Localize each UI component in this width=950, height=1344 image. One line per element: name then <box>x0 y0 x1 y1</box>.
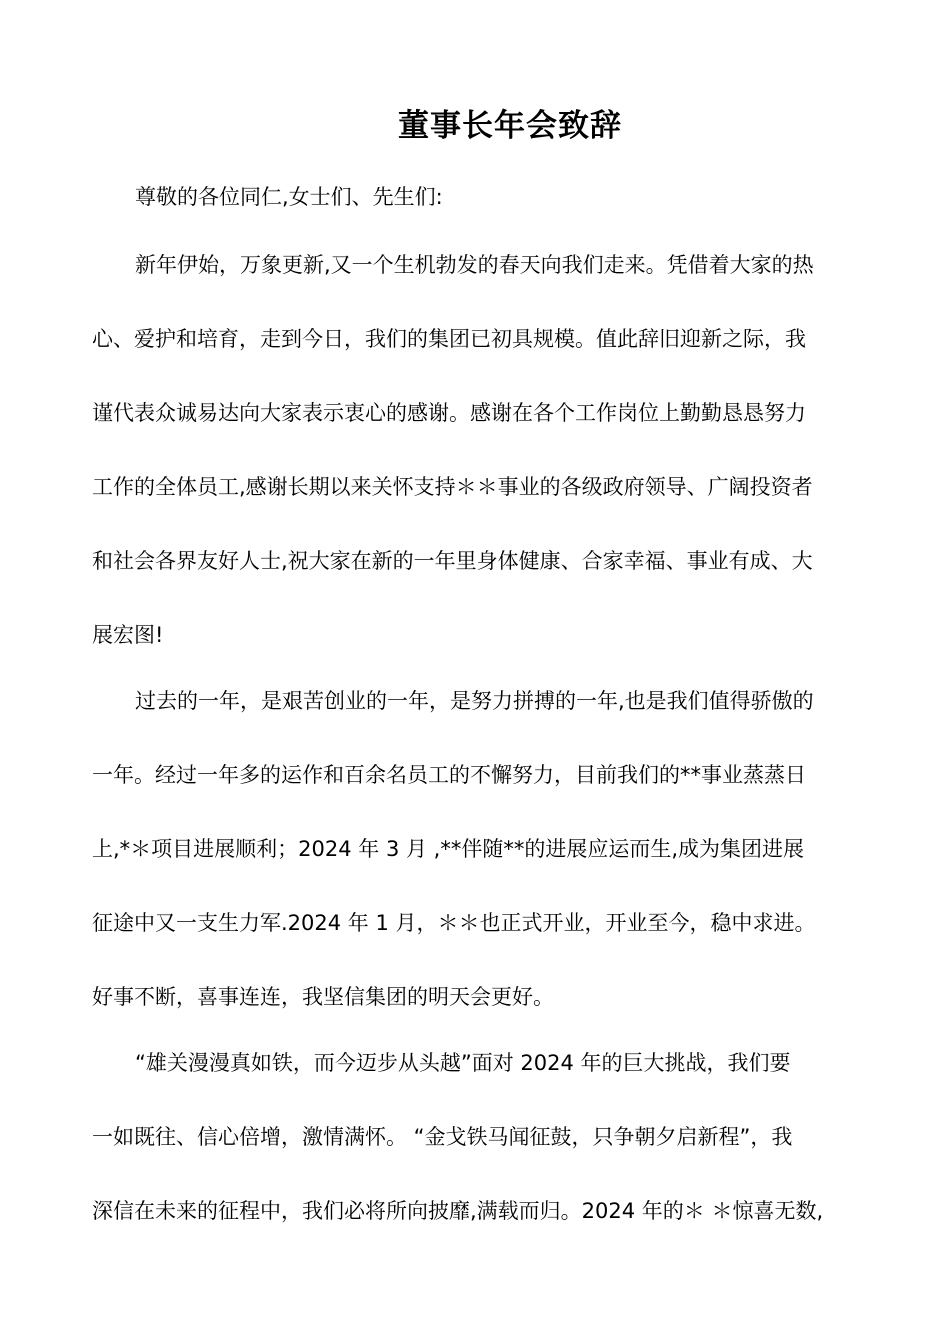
paragraph-2-line-4: 征途中又一支生力军.2024 年 1 月，＊＊也正式开业，开业至今，稳中求进。 <box>92 911 816 935</box>
paragraph-2-line-3: 上,*＊项目进展顺利；2024 年 3 月 ,**伴随**的进展应运而生,成为集团进展 <box>92 837 805 861</box>
paragraph-1-line-6: 展宏图! <box>92 623 164 647</box>
paragraph-3-line-1: “雄关漫漫真如铁，而今迈步从头越”面对 2024 年的巨大挑战，我们要 <box>135 1051 791 1075</box>
paragraph-3-line-3: 深信在未来的征程中，我们必将所向披靡,满载而归。2024 年的＊ ＊惊喜无数, <box>92 1199 824 1223</box>
paragraph-1-line-1: 新年伊始，万象更新,又一个生机勃发的春天向我们走来。凭借着大家的热 <box>135 253 814 277</box>
paragraph-1-line-5: 和社会各界友好人士,祝大家在新的一年里身体健康、合家幸福、事业有成、大 <box>92 549 813 573</box>
paragraph-1-line-2: 心、爱护和培育，走到今日，我们的集团已初具规模。值此辞旧迎新之际，我 <box>92 327 806 351</box>
paragraph-2-line-1: 过去的一年，是艰苦创业的一年，是努力拼搏的一年,也是我们值得骄傲的 <box>135 689 814 713</box>
paragraph-1-line-4: 工作的全体员工,感谢长期以来关怀支持＊＊事业的各级政府领导、广阔投资者 <box>92 475 813 499</box>
paragraph-1-line-3: 谨代表众诚易达向大家表示衷心的感谢。感谢在各个工作岗位上勤勤恳恳努力 <box>92 401 806 425</box>
paragraph-3-line-2: 一如既往、信心倍增，激情满怀。 “金戈铁马闻征鼓，只争朝夕启新程”，我 <box>92 1125 793 1149</box>
paragraph-2-line-5: 好事不断，喜事连连，我坚信集团的明天会更好。 <box>92 985 554 1009</box>
paragraph-2-line-2: 一年。经过一年多的运作和百余名员工的不懈努力，目前我们的**事业蒸蒸日 <box>92 763 806 787</box>
paragraph-salutation: 尊敬的各位同仁,女士们、先生们: <box>135 185 443 209</box>
document-title: 董事长年会致辞 <box>398 108 622 144</box>
